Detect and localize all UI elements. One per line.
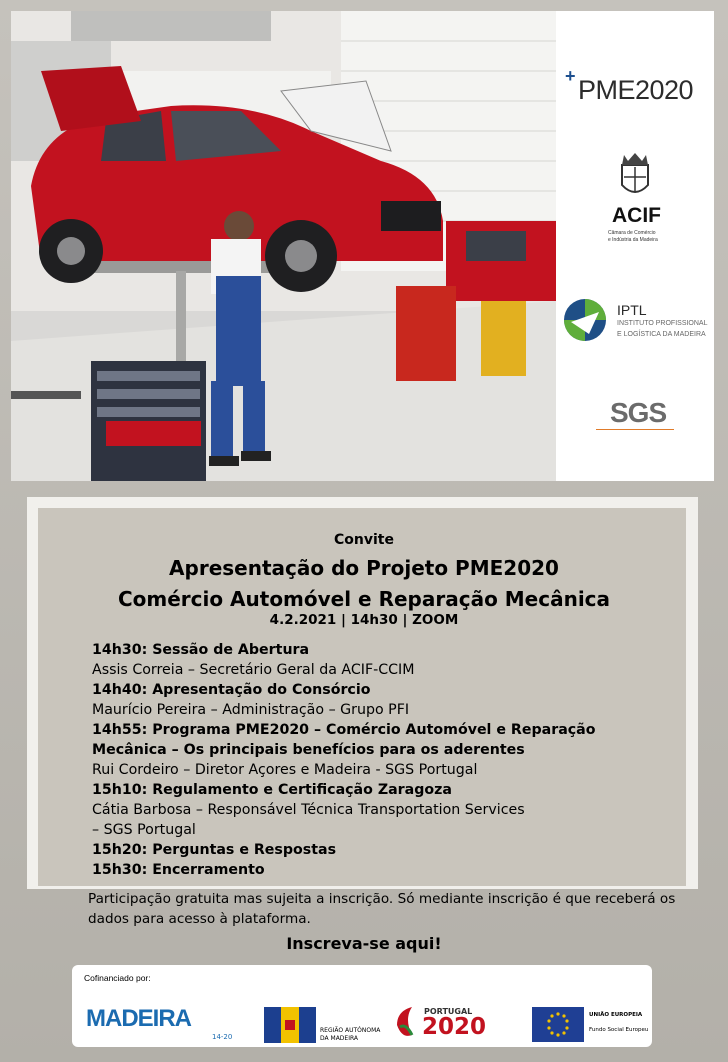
iptl-subtitle-1: INSTITUTO PROFISSIONAL [617,320,708,327]
workshop-photo [11,11,556,481]
esf-label: Fundo Social Europeu [589,1027,649,1033]
portugal2020-logo-icon [394,1005,416,1043]
eu-label: UNIÃO EUROPEIA [589,1012,643,1018]
madeira-flag-icon [264,1007,316,1043]
program-item: 15h30: Encerramento [92,862,265,878]
acif-subtitle-2: e Indústria da Madeira [608,237,658,243]
portugal-label: PORTUGAL [424,1007,473,1016]
program-item: Mecânica – Os principais benefícios para os aderentes [92,742,525,758]
raam-label-1: REGIÃO AUTÓNOMA [320,1027,381,1034]
acif-subtitle-1: Câmara de Comércio [608,230,656,236]
participation-note-line2: dados para acesso à plataforma. [88,911,311,927]
program-item: 14h40: Apresentação do Consórcio [92,682,371,698]
program-item: 15h20: Perguntas e Respostas [92,842,337,858]
participation-note-line1: Participação gratuita mas sujeita a inscrição. Só mediante inscrição é que receberá os [88,891,676,907]
invite-title-line1: Apresentação do Projeto PME2020 [169,556,559,580]
program-item: 15h10: Regulamento e Certificação Zaragoza [92,782,452,798]
raam-label-2: DA MADEIRA [320,1035,359,1042]
iptl-logo-icon [563,298,607,342]
invite-title-line2: Comércio Automóvel e Reparação Mecânica [117,587,611,611]
event-date-time: 4.2.2021 | 14h30 | ZOOM [269,612,459,628]
partner-logos-column [556,11,714,481]
iptl-subtitle-2: E LOGÍSTICA DA MADEIRA [617,331,706,338]
sgs-logo: SGS [610,397,667,428]
program-item: Assis Correia – Secretário Geral da ACIF-CCIM [92,662,415,678]
invite-label: Convite [334,532,394,548]
register-link[interactable]: Inscreva-se aqui! [286,934,442,953]
program-item: 14h55: Programa PME2020 – Comércio Automóvel e Reparação [92,722,596,738]
portugal2020-number: 2020 [422,1014,487,1040]
program-item: – SGS Portugal [92,822,196,838]
program-item: Maurício Pereira – Administração – Grupo PFI [92,702,410,718]
funding-logo-strip [72,965,652,1047]
program-item: Rui Cordeiro – Diretor Açores e Madeira - SGS Portugal [92,762,478,778]
madeira-1420-logo: MADEIRA [86,1005,191,1032]
acif-crest-icon [614,151,656,203]
program-item: Cátia Barbosa – Responsável Técnica Transportation Services [92,802,525,818]
eu-flag-icon [532,1007,584,1042]
acif-logo-text: ACIF [612,204,661,227]
cofinanced-label: Cofinanciado por: [84,973,151,983]
pme2020-logo: PME2020 [578,75,694,105]
workshop-illustration [11,11,556,481]
iptl-logo-text: IPTL [617,302,647,318]
madeira-1420-sub: 14-20 [212,1033,233,1041]
pme-plus-icon: + [565,66,576,86]
program-item: 14h30: Sessão de Abertura [92,642,310,658]
sgs-underline [596,429,674,430]
